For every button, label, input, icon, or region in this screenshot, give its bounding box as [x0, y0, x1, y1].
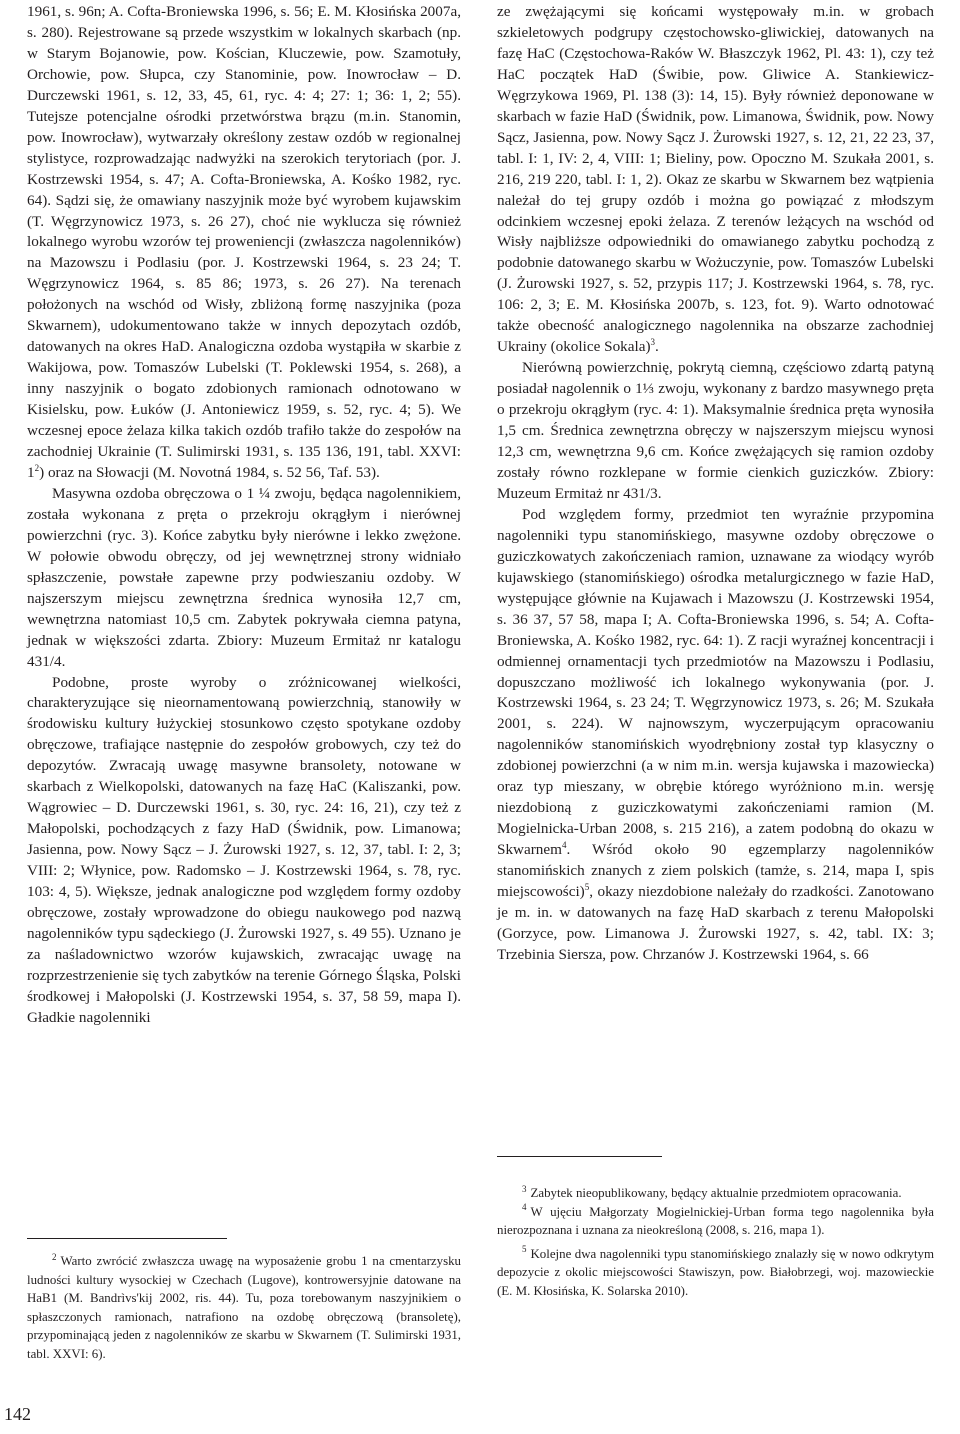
page-number: 142: [4, 1404, 31, 1424]
footnotes-left: [27, 1252, 461, 1364]
paragraph-text: ze zwężającymi się końcami występowały m.in. w grobach szkieletowych podgrupy częstochowsko-gliwickiej, datowanych na fazę HaC (Częstochowa-Raków W. Błaszczyk 1962, Pl. 43: 1), czy też HaC początek HaD (Świbie, pow. Gliwice A. Stankiewicz-Węgrzykowa 1969, Pl. 138 (3): 14, 15). Były również deponowane w skarbach w fazie HaD (Świdnik, pow. Limanowa, Świdnik, pow. Nowy Sącz, Jasienna, pow. Nowy Sącz J. Żurowski 1927, s. 12, 21, 22 23, 37, tabl. I: 1, IV: 2, 4, VIII: 1; Bieliny, pow. Opoczno M. Szukała 2001, s. 216, 219 220, tabl. I: 1, 2). Okaz ze skarbu w Skwarnem bez wątpienia należał do tej grupy ozdób i można go powiązać z młodszym odcinkiem wczesnej epoki żelaza. Z terenów leżących na wschód od Wisły najbliższe odpowiedniki do omawianego zabytku pochodzą z podobnie datowanego skarbu w Wożuczynie, pow. Tomaszów Lubelski (J. Żurowski 1927, s. 52, przypis 117; J. Kostrzewski 1964, s. 78, ryc. 106: 2, 3; E. M. Kłosińska 2007b, s. 123, fot. 9). Warto odnotować także obecność analogicznego nagolennika na obszarze zachodniej Ukrainy (okolice Sokala): [497, 3, 934, 356]
footnote-number: 5: [522, 1244, 527, 1255]
right-column: [497, 2, 934, 966]
paragraph-text: ) oraz na Słowacji (M. Novotná 1984, s. 52 56, Taf. 53).: [39, 463, 380, 481]
footnote-text: W ujęciu Małgorzaty Mogielnickiej-Urban forma tego nagolennika była nierozpoznana i uznana za nieokreśloną (2008, s. 216, mapa 1).: [497, 1204, 934, 1238]
left-column: [27, 2, 461, 1029]
footnote-ref[interactable]: 3: [650, 337, 656, 348]
paragraph-text: , okazy niezdobione należały do rzadkości. Zanotowano je m. in. w datowanych na fazę HaD skarbach z terenu Małopolski (Gorzyce, pow. Limanowa J. Żurowski 1927, s. 42, tabl. IX: 3; Trzebinia Siersza, pow. Chrzanów J. Kostrzewski 1964, s. 66: [497, 883, 934, 963]
footnote: [27, 1252, 461, 1364]
footnote-number: 3: [522, 1183, 527, 1194]
paragraph-text: .: [655, 338, 659, 356]
footnote-ref[interactable]: 2: [34, 462, 40, 473]
footnote-ref[interactable]: 5: [584, 881, 590, 892]
footnote-text: Kolejne dwa nagolenniki typu stanomińskiego znalazły się w nowo odkrytym depozycie z okolic miejscowości Stawiszyn, pow. Białobrzegi, woj. mazowieckie (E. M. Kłosińska, K. Solarska 2010).: [497, 1246, 934, 1298]
body-paragraph: [497, 505, 934, 966]
body-paragraph: [497, 2, 934, 358]
body-paragraph: Podobne, proste wyroby o zróżnicowanej wielkości, charakteryzujące się nieornamentowaną powierzchnią, stanowiły w środowisku kultury łużyckiej stosunkowo często spotykane ozdoby obręczowe, trafiające następnie do zespołów grobowych, czy też do depozytów. Zwracają uwagę masywne bransolety, notowane w skarbach z Wielkopolski, datowanych na fazę HaC (Kaliszanki, pow. Wągrowiec – D. Durczewski 1961, s. 30, ryc. 24: 16, 21), czy też z Małopolski, pochodzących z fazy HaD (Świdnik, pow. Limanowa; Jasienna, pow. Nowy Sącz – J. Żurowski 1927, s. 12, 37, tabl. I: 2, 3; VIII: 2; Włynice, pow. Radomsko – J. Kostrzewski 1964, s. 78, ryc. 103: 4, 5). Większe, jednak analogiczne pod względem formy ozdoby obręczowe, zostały wprowadzone do obiegu naukowego pod nazwą nagolenników typu sądeckiego (J. Żurowski 1927, s. 49 55). Uznano je za naśladownictwo wzorów kujawskich, zwracając uwagę na rozprzestrzenienie się tych zabytków na terenie Górnego Śląska, Polski środkowej i Małopolski (J. Kostrzewski 1954, s. 37, 58 59, mapa I). Gładkie nagolenniki: [27, 673, 461, 1026]
body-paragraph: [27, 2, 461, 484]
footnote-divider: [27, 1238, 227, 1239]
footnote-divider: [497, 1156, 662, 1157]
paragraph-text: . Wśród około 90 egzemplarzy nagolenników stanomińskich znanych z ziem polskich (tamże, s. 214, mapa I, spis miejscowości): [497, 841, 934, 901]
footnote-number: 4: [522, 1202, 527, 1213]
paragraph-text: Pod względem formy, przedmiot ten wyraźnie przypomina nagolenniki typu stanomińskiego, masywne ozdoby obręczowe o guziczkowatych zakończeniach ramion, uznawane za wiodący wyrób kujawskiego (stanomińskiego) ośrodka metalurgicznego w fazie HaD, występujące głównie na Kujawach i Mazowszu (J. Kostrzewski 1954, s. 36 37, 57 58, mapa I; A. Cofta-Broniewska 1996, s. 54; A. Cofta-Broniewska, A. Kośko 1982, ryc. 64: 1). Z racji wyraźnej koncentracji i odmiennej ornamentacji tych przedmiotów na Mazowszu i Podlasiu, dopuszczano możliwość ich lokalnego wykonywania (por. J. Kostrzewski 1964, s. 23 24; T. Węgrzynowicz 1973, s. 26; M. Szukała 2001, s. 224). W najnowszym, wyczerpującym opracowaniu nagolenników stanomińskich wyodrębniony został typ klasyczny o zdobionej powierzchni (a w nim m.in. wersja kujawska i mazowiecka) oraz typ mieszany, w obrębie którego wyróżniono m.in. wersję niezdobioną z guziczkowatymi zakończeniami ramion (M. Mogielnicka-Urban 2008, s. 215 216), a zatem podobną do okazu w Skwarnem: [497, 505, 934, 859]
footnote: [497, 1245, 934, 1301]
footnote: [497, 1203, 934, 1240]
body-paragraph: Nierówną powierzchnię, pokrytą ciemną, częściowo zdartą patyną posiadał nagolennik o 1⅓ zwoju, wykonany z bardzo masywnego pręta o przekroju okrągłym (ryc. 4: 1). Maksymalnie średnica pręta wynosiła 1,5 cm. Średnica zewnętrzna obręczy w najszerszym miejscu wynosi 12,3 cm, wewnętrzna 9,6 cm. Końce zwężających się ramion ozdoby zostały równo rozklepane w formie cienkich guziczków. Zbiory: Muzeum Ermitaż nr 431/3.: [497, 359, 934, 502]
footnote-ref[interactable]: 4: [561, 840, 567, 851]
footnotes-right: [497, 1184, 934, 1301]
paragraph-text: 1961, s. 96n; A. Cofta-Broniewska 1996, s. 56; E. M. Kłosińska 2007a, s. 280). Rejestrowane są przede wszystkim w lokalnych skarbach (np. w Starym Bojanowie, pow. Kościan, Kluczewie, pow. Szamotuły, Orchowie, pow. Słupca, czy Stanominie, pow. Inowrocław – D. Durczewski 1961, s. 12, 33, 45, 61, ryc. 4: 4; 27: 1; 36: 1, 2; 55). Tutejsze potencjalne ośrodki przetwórstwa brązu (m.in. Stanomin, pow. Inowrocław), wytwarzały określony zestaw ozdób w regionalnej stylistyce, rozprowadzając nadwyżki na szerokich terytoriach (por. J. Kostrzewski 1954, s. 47; A. Cofta-Broniewska, A. Kośko 1982, ryc. 64). Sądzi się, że omawiany naszyjnik może być wyrobem kujawskim (T. Węgrzynowicz 1973, s. 26 27), choć nie wyklucza się również lokalnego wyrobu wzorów tej proweniencji (zwłaszcza nagolenników) na Mazowszu i Podlasiu (por. J. Kostrzewski 1964, s. 23 24; T. Węgrzynowicz 1964, s. 85 86; 1973, s. 26 27). Na terenach położonych na wschód od Wisły, zbliżoną formę naszyjnika (poza Skwarnem), udokumentowano także w innych depozytach ozdób, datowanych na okres HaD. Analogiczna ozdoba wystąpiła w skarbie z Wakijowa, pow. Tomaszów Lubelski (T. Poklewski 1954, s. 268), a inny naszyjnik o bogato zdobionych ramionach odnotowano w Kisielsku, pow. Łuków (J. Antoniewicz 1959, s. 52, ryc. 4; 5). We wczesnej epoce żelaza kilka takich ozdób trafiło także do zespołów na zachodniej Ukrainie (T. Sulimirski 1931, s. 135 136, 191, tabl. XXVI: 1: [27, 3, 461, 481]
body-paragraph: Masywna ozdoba obręczowa o 1 ¼ zwoju, będąca nagolennikiem, została wykonana z pręta o przekroju okrągłym i nierównej powierzchni (ryc. 3). Końce zabytku były nierówne i lekko zwężone. W połowie obwodu obręczy, od jej wewnętrznej strony widniało spłaszczenie, powstałe zapewne przy podwieszaniu ozdoby. W najszerszym miejscu zewnętrzna średnica wynosiła 12,7 cm, wewnętrzna natomiast 10,5 cm. Zabytek pokrywała ciemna patyna, jednak w większości zdarta. Zbiory: Muzeum Ermitaż nr katalogu 431/4.: [27, 484, 461, 670]
footnote-text: Warto zwrócić zwłaszcza uwagę na wyposażenie grobu 1 na cmentarzysku ludności kultury wysockiej w Czechach (Lugove), kontrowersyjnie datowane na HaB1 (M. Bandrìvs'kij 2002, ris. 44). Tu, poza torebowanym naszyjnikiem o spłaszczonych ramionach, natrafiono na ozdobę obręczową (bransoletę), przypominającą jeden z nagolenników ze skarbu w Skwarnem (T. Sulimirski 1931, tabl. XXVI: 6).: [27, 1254, 461, 1361]
footnote-number: 2: [52, 1251, 57, 1262]
footnote: [497, 1184, 934, 1203]
footnote-text: Zabytek nieopublikowany, będący aktualnie przedmiotem opracowania.: [530, 1186, 902, 1200]
